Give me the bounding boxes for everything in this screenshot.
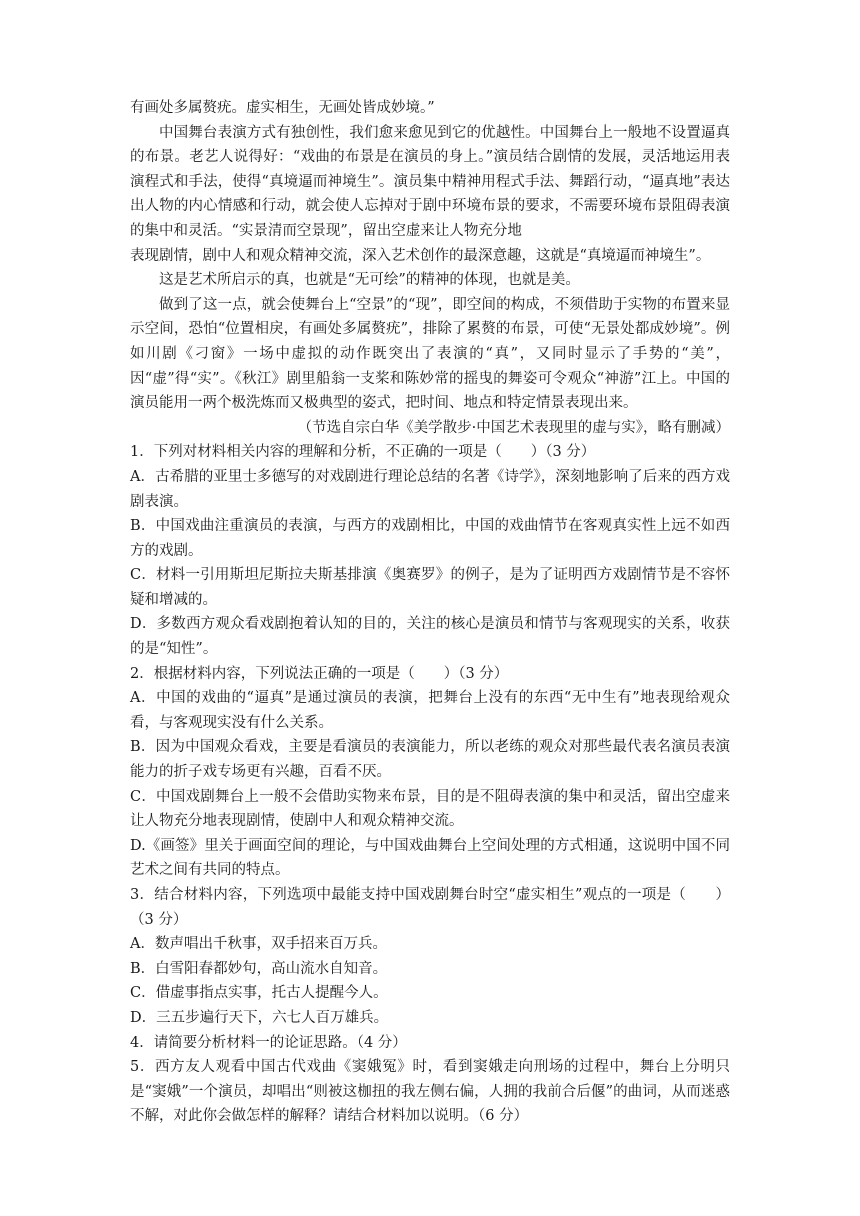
question-stem: 3．结合材料内容，下列选项中最能支持中国戏剧舞台时空“虚实相生”观点的一项是（ ）（3 分）: [130, 887, 730, 928]
passage-line: 表现剧情，剧中人和观众精神交流，深入艺术创作的最深意趣，这就是“真境逼而神境生”。: [130, 247, 711, 264]
question-3: [130, 883, 730, 1031]
document-page: [130, 96, 730, 1129]
option-d: D．多数西方观众看戏剧抱着认知的目的，关注的核心是演员和情节与客观现实的关系，收获的是“知性”。: [130, 616, 730, 658]
option-a: A．古希腊的亚里士多德写的对戏剧进行理论总结的名著《诗学》，深刻地影响了后来的西方戏剧表演。: [130, 468, 730, 510]
question-5: [130, 1055, 730, 1129]
option-d: D.《画签》里关于画面空间的理论，与中国戏曲舞台上空间处理的方式相通，这说明中国不同艺术之间有共同的特点。: [130, 837, 730, 879]
option-b: B．因为中国观众看戏，主要是看演员的表演能力，所以老练的观众对那些最代表名演员表演能力的折子戏专场更有兴趣，百看不厌。: [130, 739, 730, 781]
question-stem: 1．下列对材料相关内容的理解和分析，不正确的一项是（ ）（3 分）: [130, 444, 596, 461]
question-stem: 4．请简要分析材料一的论证思路。（4 分）: [130, 1034, 407, 1051]
passage-paragraph: 中国舞台表演方式有独创性，我们愈来愈见到它的优越性。中国舞台上一般地不设置逼真的布景。老艺人说得好：“戏曲的布景是在演员的身上。”演员结合剧情的发展，灵活地运用表演程式和手法，使得“真境逼而神境生”。演员集中精神用程式手法、舞蹈行动，“逼真地”表达出人物的内心情感和行动，就会使人忘掉对于剧中环境布景的要求，不需要环境布景阻碍表演的集中和灵活。“实景清而空景现”，留出空虚来让人物充分地: [130, 124, 730, 239]
option-a: A．中国的戏曲的“逼真”是通过演员的表演，把舞台上没有的东西“无中生有”地表现给观众看，与客观现实没有什么关系。: [130, 690, 730, 731]
passage-paragraph: 做到了这一点，就会使舞台上“空景”的“现”，即空间的构成，不须借助于实物的布置来显示空间，恐怕“位置相戾，有画处多属赘疣”，排除了累赘的布景，可使“无景处都成妙境”。例如川剧《刁窗》一场中虚拟的动作既突出了表演的“真”，又同时显示了手势的“美”，因“虚”得“实”。《秋江》剧里船翁一支桨和陈妙常的摇曳的舞姿可令观众“神游”江上。中国的演员能用一两个极洗炼而又极典型的姿式，把时间、地点和特定情景表现出来。: [130, 296, 730, 412]
question-stem: 2．根据材料内容，下列说法正确的一项是（ ）（3 分）: [130, 665, 509, 682]
option-b: B．中国戏曲注重演员的表演，与西方的戏剧相比，中国的戏曲情节在客观真实性上远不如西方的戏剧。: [130, 518, 730, 559]
question-4: [130, 1031, 730, 1056]
question-stem: 5．西方友人观看中国古代戏曲《窦娥冤》时，看到窦娥走向刑场的过程中，舞台上分明只是“窦娥”一个演员，却唱出“则被这枷扭的我左侧右偏，人拥的我前合后偃”的曲词，从而迷惑不解，对此你会做怎样的解释？请结合材料加以说明。（6 分）: [130, 1059, 730, 1125]
option-b: B．白雪阳春都妙句，高山流水自知音。: [130, 960, 388, 977]
question-1: [130, 440, 730, 661]
option-c: C．材料一引用斯坦尼斯拉夫斯基排演《奥赛罗》的例子，是为了证明西方戏剧情节是不容怀疑和增减的。: [130, 567, 730, 608]
passage-line: 有画处多属赘疣。虚实相生，无画处皆成妙境。”: [130, 100, 435, 116]
question-2: [130, 662, 730, 883]
passage-paragraph: 这是艺术所启示的真，也就是“无可绘”的精神的体现，也就是美。: [159, 272, 580, 289]
option-c: C．中国戏剧舞台上一般不会借助实物来布景，目的是不阻碍表演的集中和灵活，留出空虚来让人物充分地表现剧情，使剧中人和观众精神交流。: [130, 788, 730, 830]
option-d: D．三五步遍行天下，六七人百万雄兵。: [130, 1009, 389, 1026]
source-citation: （节选自宗白华《美学散步·中国艺术表现里的虚与实》，略有删减）: [297, 419, 730, 436]
option-a: A．数声唱出千秋事，双手招来百万兵。: [130, 936, 387, 953]
option-c: C．借虚事指点实事，托古人提醒今人。: [130, 985, 388, 1002]
